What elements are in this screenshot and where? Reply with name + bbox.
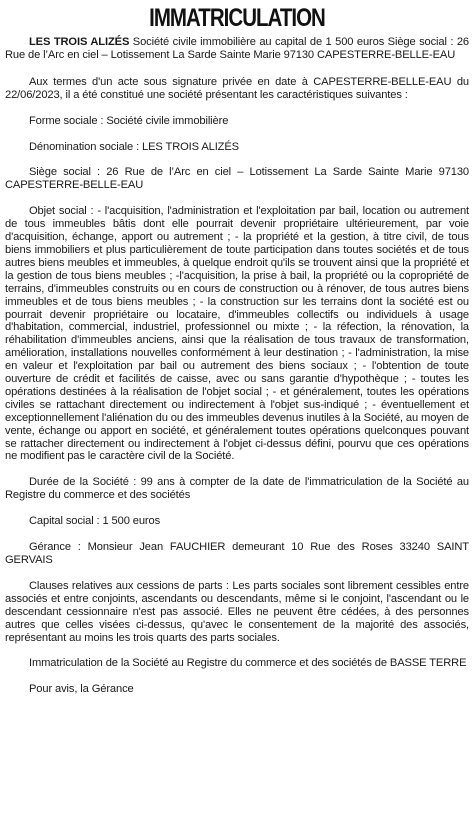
- immatriculation-registre: Immatriculation de la Société au Registre du commerce et des sociétés de BASSE TERRE: [29, 657, 467, 670]
- intro-text: Société civile immobilière au capital de 1 500 euros Siège social : 26 Rue de l’Arc en ciel – Lotissement La Sarde Sainte Marie 97130 CAPESTERRE-BELLE-EAU: [5, 36, 469, 61]
- pour-avis: Pour avis, la Gérance: [29, 683, 134, 696]
- capital-social: Capital social : 1 500 euros: [29, 515, 161, 528]
- acte-paragraph: Aux termes d'un acte sous signature privée en date à CAPESTERRE-BELLE-EAU du 22/06/2023, il a été constitué une société présentant les caractéristiques suivantes :: [5, 75, 469, 101]
- intro-paragraph: [5, 36, 469, 62]
- clauses-cessions: Clauses relatives aux cessions de parts : Les parts sociales sont librement cessibles entre associés et entre conjoints, ascendants ou descendants, même si le conjoint, l'ascendant ou le descendant cessionnaire n'est pas associé. Elles ne peuvent être cédées, à des personnes autres que celles visées ci-dessus, qu'avec le consentement de la majorité des associés, représentant au moins les trois quarts des parts sociales.: [5, 579, 469, 644]
- denomination-sociale: Dénomination sociale : LES TROIS ALIZÉS: [29, 140, 239, 153]
- forme-sociale: Forme sociale : Société civile immobilière: [29, 114, 229, 127]
- notice-title: IMMATRICULATION: [149, 4, 325, 32]
- objet-social: Objet social : - l'acquisition, l'administration et l'exploitation par bail, location ou autrement de tous immeubles bâtis dont elle pourrait devenir propriétaire ultérieurement, par voie d'acquisition, échange, apport ou autrement ; - la propriété et la gestion, à titre civil, de tous biens immobiliers et plus particulièrement de toute participation dans toutes sociétés et de tous autres biens meubles et immeubles, à quelque endroit qu'ils se trouvent ainsi que la propriété et la gestion de tous biens meubles ; -l'acquisition, la prise à bail, la propriété ou la copropriété de terrains, d'immeubles construits ou en cours de construction ou à rénover, de tous autres biens immeubles et de tous biens meubles ; - la construction sur les terrains dont la société est ou pourrait devenir propriétaire ou locataire, d'immeubles collectifs ou individuels à usage d'habitation, commercial, industriel, professionnel ou mixte ; - la réfection, la rénovation, la réhabilitation d'immeubles anciens, ainsi que la réalisation de tous travaux de transformation, amélioration, installations nouvelles conformément à leur destination ; - l'administration, la mise en valeur et l'exploitation par bail ou autrement des biens sociaux ; - l'obtention de toute ouverture de crédit et facilités de caisse, avec ou sans garantie d'hypothèque ; - toutes les opérations destinées à la réalisation de l'objet social ; - et généralement, toutes les opérations civiles se rattachant directement ou indirectement à l'objet sus-indiqué ; - éventuellement et exceptionnellement l'aliénation du ou des immeubles devenus inutiles à la Société, au moyen de vente, échange ou apport en société, et généralement toutes opérations quelconques pouvant se rattacher directement ou indirectement à l'objet ci-dessus défini, pourvu que ces opérations ne modifient pas le caractère civil de la Société.: [5, 205, 470, 463]
- siege-social: Siège social : 26 Rue de l’Arc en ciel – Lotissement La Sarde Sainte Marie 97130 CAPESTERRE-BELLE-EAU: [5, 166, 469, 192]
- duree-societe: Durée de la Société : 99 ans à compter de la date de l'immatriculation de la Société au Registre du commerce et des sociétés: [5, 476, 469, 502]
- company-name: LES TROIS ALIZÉS: [29, 36, 130, 48]
- gerance: Gérance : Monsieur Jean FAUCHIER demeurant 10 Rue des Roses 33240 SAINT GERVAIS: [5, 541, 469, 566]
